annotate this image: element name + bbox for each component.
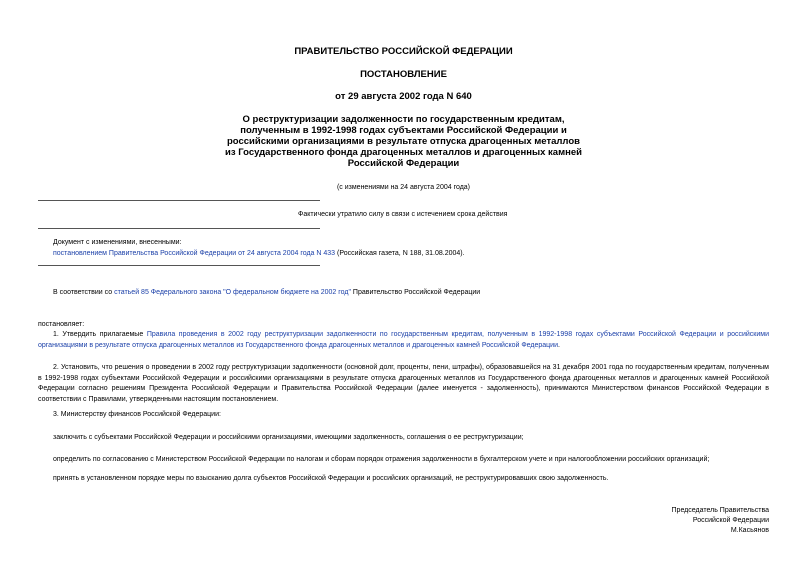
paragraph-3c: принять в установленном порядке меры по взысканию долга субъектов Российской Федерации и российских организаций, не реструктурировавших свою задолженность. — [53, 475, 609, 482]
document-type: ПОСТАНОВЛЕНИЕ — [360, 69, 447, 80]
paragraph-1 — [38, 330, 769, 351]
signature-block — [672, 506, 769, 536]
title-line: из Государственного фонда драгоценных металлов и драгоценных камней — [225, 147, 582, 158]
changes-intro: Документ с изменениями, внесенными: — [53, 239, 182, 246]
signatory-name: М.Касьянов — [730, 527, 769, 534]
paragraph-1-suffix: . — [557, 341, 560, 349]
title-line: полученным в 1992-1998 годах субъектами Российской Федерации и — [240, 125, 567, 136]
decides-word: постановляет: — [38, 321, 85, 328]
preamble-prefix: В соответствии со — [53, 289, 115, 296]
divider — [38, 228, 320, 229]
document-title — [0, 114, 807, 169]
amendment-note: (с изменениями на 24 августа 2004 года) — [336, 184, 471, 191]
amendment-link[interactable]: постановлением Правительства Российской Федерации от 24 августа 2004 года N 433 — [53, 250, 336, 257]
divider — [38, 265, 320, 266]
paragraph-3a: заключить с субъектами Российской Федерации и российскими организациями, имеющими задолженность, соглашения о ее реструктуризации; — [53, 434, 524, 441]
signatory-title: Председатель Правительства — [671, 507, 769, 514]
paragraph-3b: определить по согласованию с Министерством Российской Федерации по налогам и сборам порядок отражения задолженности в бухгалтерском учете и при налогообложении российских организаций; — [53, 456, 710, 463]
title-line: Российской Федерации — [347, 158, 460, 169]
paragraph-2: 2. Установить, что решения о проведении в 2002 году реструктуризации задолженности (основной долг, проценты, пени, штрафы), образовавшейся на 31 декабря 2001 года по государственным кредитам, полученным в 1992-1998 годах субъектами Российской Федерации и российскими организациями в результате отпуска драгоценных металлов из Государственного фонда драгоценных металлов и драгоценных камней Российской Федерации согласно решениям Президента Российской Федерации и Правительства Российской Федерации (далее именуется - задолженность), принимаются Министерством финансов Российской Федерации в соответствии с Правилами, утвержденными настоящим постановлением. — [38, 364, 769, 403]
changes-line — [53, 249, 465, 260]
rules-link[interactable]: Правила проведения в 2002 году реструктуризации задолженности по государственным кредитам, полученным в 1992-1998 годах субъектами Российской Федерации и российскими организациями в результате отпуска драгоценных металлов из Государственного фонда драгоценных металлов и драгоценных камней Российской Федерации — [38, 331, 769, 349]
document-date-number: от 29 августа 2002 года N 640 — [335, 91, 472, 102]
title-line: российскими организациями в результате отпуска драгоценных металлов — [227, 136, 580, 147]
signatory-org: Российской Федерации — [692, 517, 769, 524]
law-article-link[interactable]: статьей 85 Федерального закона "О федеральном бюджете на 2002 год" — [114, 289, 351, 296]
paragraph-3: 3. Министерству финансов Российской Федерации: — [53, 411, 221, 418]
issuing-authority: ПРАВИТЕЛЬСТВО РОССИЙСКОЙ ФЕДЕРАЦИИ — [294, 46, 513, 57]
preamble — [53, 288, 480, 299]
preamble-suffix: Правительство Российской Федерации — [350, 289, 481, 296]
title-line: О реструктуризации задолженности по государственным кредитам, — [242, 114, 565, 125]
divider — [38, 200, 320, 201]
status-note: Фактически утратило силу в связи с истечением срока действия — [298, 211, 508, 218]
paragraph-1-prefix: 1. Утвердить прилагаемые — [53, 331, 147, 338]
amendment-source: (Российская газета, N 188, 31.08.2004). — [335, 250, 465, 257]
